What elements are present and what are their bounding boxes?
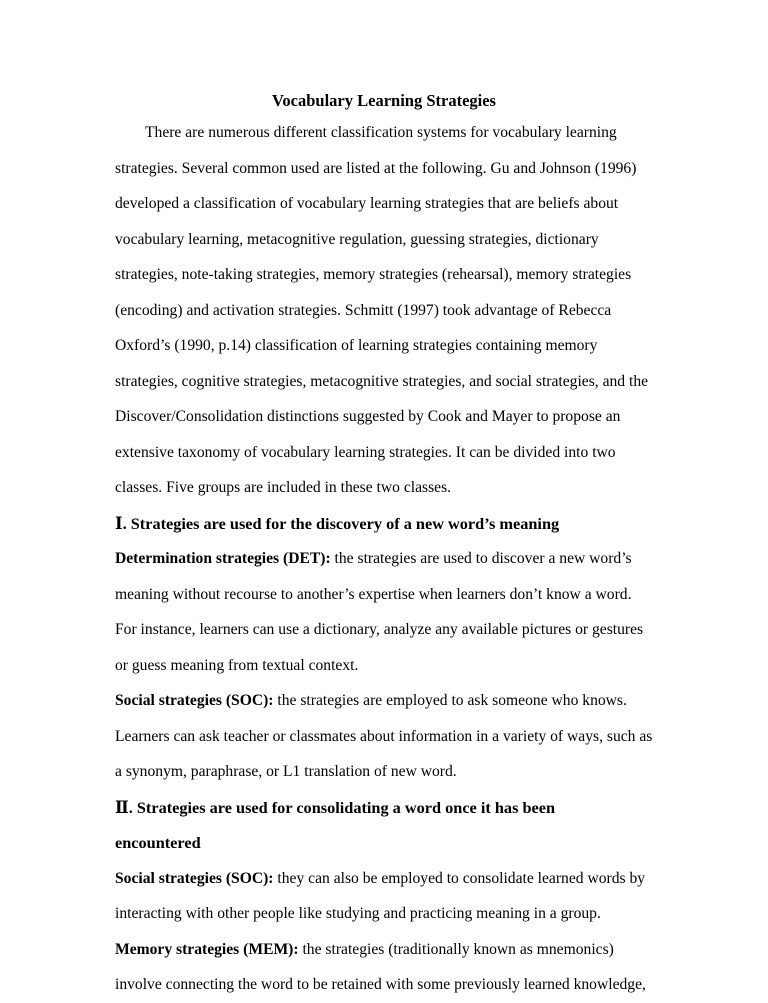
paragraph-line: Social strategies (SOC): they can also be employed to consolidate learned words by: [115, 869, 646, 887]
paragraph-line: involve connecting the word to be retained with some previously learned knowledge,: [115, 976, 646, 993]
document-body: [115, 115, 675, 1003]
paragraph-line: extensive taxonomy of vocabulary learning strategies. It can be divided into two: [115, 443, 616, 461]
paragraph-line: developed a classification of vocabulary learning strategies that are beliefs about: [115, 195, 619, 212]
term-soc: Social strategies (SOC):: [115, 692, 274, 709]
paragraph-line: a synonym, paraphrase, or L1 translation of new word.: [115, 763, 457, 780]
paragraph-line: classes. Five groups are included in these two classes.: [115, 479, 452, 496]
paragraph-line: or guess meaning from textual context.: [115, 656, 359, 674]
paragraph-line: Determination strategies (DET): the strategies are used to discover a new word’s: [115, 550, 632, 567]
paragraph-line: strategies, note-taking strategies, memory strategies (rehearsal), memory strategies: [115, 266, 632, 283]
paragraph-line: Learners can ask teacher or classmates about information in a variety of ways, such as: [115, 727, 653, 745]
section-heading-2: Ⅱ. Strategies are used for consolidating a word once it has been: [115, 797, 556, 817]
paragraph-line: Discover/Consolidation distinctions suggested by Cook and Mayer to propose an: [115, 408, 621, 425]
section-heading-2-cont: encountered: [115, 833, 201, 852]
paragraph-line: Social strategies (SOC): the strategies are employed to ask someone who knows.: [115, 692, 627, 709]
section-heading-1: Ⅰ. Strategies are used for the discovery of a new word’s meaning: [115, 513, 560, 533]
paragraph-line: meaning without recourse to another’s expertise when learners don’t know a word.: [115, 585, 632, 603]
paragraph-line: Oxford’s (1990, p.14) classification of learning strategies containing memory: [115, 337, 598, 354]
term-det: Determination strategies (DET):: [115, 550, 331, 567]
paragraph-line: vocabulary learning, metacognitive regulation, guessing strategies, dictionary: [115, 230, 599, 248]
paragraph-line: There are numerous different classification systems for vocabulary learning: [145, 124, 617, 141]
term-mem: Memory strategies (MEM):: [115, 940, 299, 958]
paragraph-line: (encoding) and activation strategies. Schmitt (1997) took advantage of Rebecca: [115, 301, 612, 319]
term-soc: Social strategies (SOC):: [115, 869, 274, 887]
paragraph-line: strategies, cognitive strategies, metacognitive strategies, and social strategies, and the: [115, 372, 649, 390]
document-title: Vocabulary Learning Strategies: [272, 91, 496, 110]
paragraph-line: interacting with other people like studying and practicing meaning in a group.: [115, 905, 601, 922]
paragraph-line: strategies. Several common used are listed at the following. Gu and Johnson (1996): [115, 159, 637, 177]
paragraph-line: Memory strategies (MEM): the strategies (traditionally known as mnemonics): [115, 940, 614, 958]
paragraph-line: For instance, learners can use a dictionary, analyze any available pictures or gestures: [115, 621, 644, 638]
